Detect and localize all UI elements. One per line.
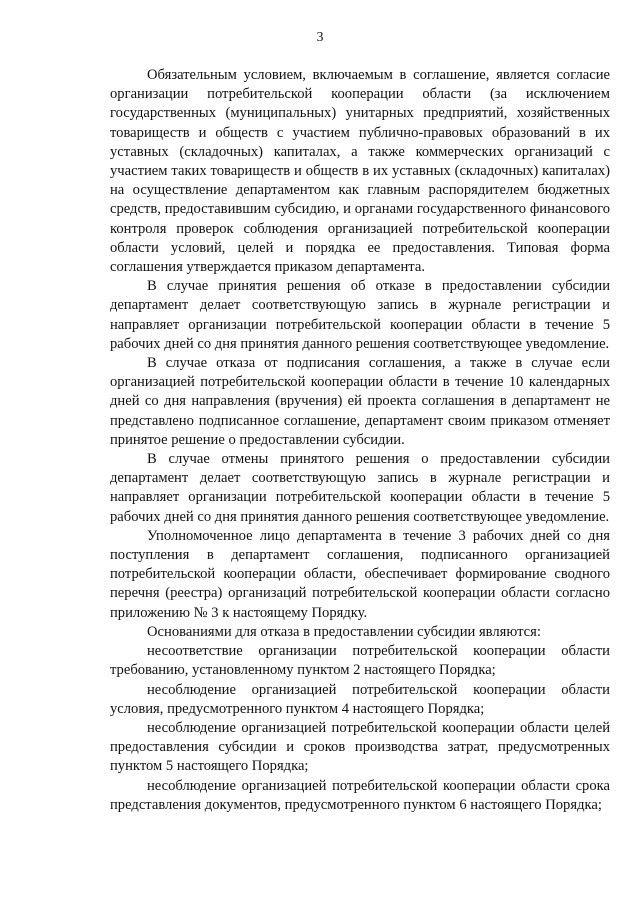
page-number: 3 [316, 30, 324, 45]
paragraph-register-formation: Уполномоченное лицо департамента в течение 3 рабочих дней со дня поступления в департамент соглашения, подписанного организацией потребительской кооперации области, обеспечивает формирование сводного перечня (реестра) организаций потребительской кооперации области согласно приложению № 3 к настоящему Порядку. [110, 527, 610, 621]
paragraph-signing-refusal: В случае отказа от подписания соглашения, а также в случае если организацией потребительской кооперации области в течение 10 календарных дней со дня направления (вручения) ей проекта соглашения в департамент не представлено подписанное соглашение, департамент своим приказом отменяет принятое решение о предоставлении субсидии. [110, 355, 610, 448]
paragraph-agreement-condition: Обязательным условием, включаемым в соглашение, является согласие организации потребительской кооперации области (за исключением государственных (муниципальных) унитарных предприятий, хозяйственных товариществ и обществ с участием публично-правовых образований в их уставных (складочных) капиталах, а также коммерческих организаций с участием таких товариществ и обществ в их уставных (складочных) капиталах) на осуществление департаментом как главным распорядителем бюджетных средств, предоставившим субсидию, и органами государственного финансового контроля проверок соблюдения организацией потребительской кооперации области условий, целей и порядка ее предоставления. Типовая форма соглашения утверждается приказом департамента. [110, 67, 610, 276]
list-item-ground-deadline: несоблюдение организацией потребительской кооперации области срока представления документов, предусмотренного пунктом 6 настоящего Порядка; [110, 777, 610, 813]
paragraph-decision-cancellation: В случае отмены принятого решения о предоставлении субсидии департамент делает соответствующую запись в журнале регистрации и направляет организации потребительской кооперации области в течение 5 рабочих дней со дня принятия данного решения соответствующее уведомление. [110, 451, 610, 525]
paragraph-refusal-decision: В случае принятия решения об отказе в предоставлении субсидии департамент делает соответствующую запись в журнале регистрации и направляет организации потребительской кооперации области в течение 5 рабочих дней со дня принятия данного решения соответствующее уведомление. [110, 278, 610, 352]
list-item-ground-condition: несоблюдение организацией потребительской кооперации области условия, предусмотренного пунктом 4 настоящего Порядка; [110, 681, 610, 717]
document-body [110, 66, 610, 815]
list-item-ground-requirement: несоответствие организации потребительской кооперации области требованию, установленному пунктом 2 настоящего Порядка; [110, 643, 610, 679]
list-item-ground-purposes: несоблюдение организацией потребительской кооперации области целей предоставления субсидии и сроков производства затрат, предусмотренных пунктом 5 настоящего Порядка; [110, 719, 610, 775]
paragraph-refusal-grounds-intro: Основаниями для отказа в предоставлении субсидии являются: [147, 623, 541, 640]
